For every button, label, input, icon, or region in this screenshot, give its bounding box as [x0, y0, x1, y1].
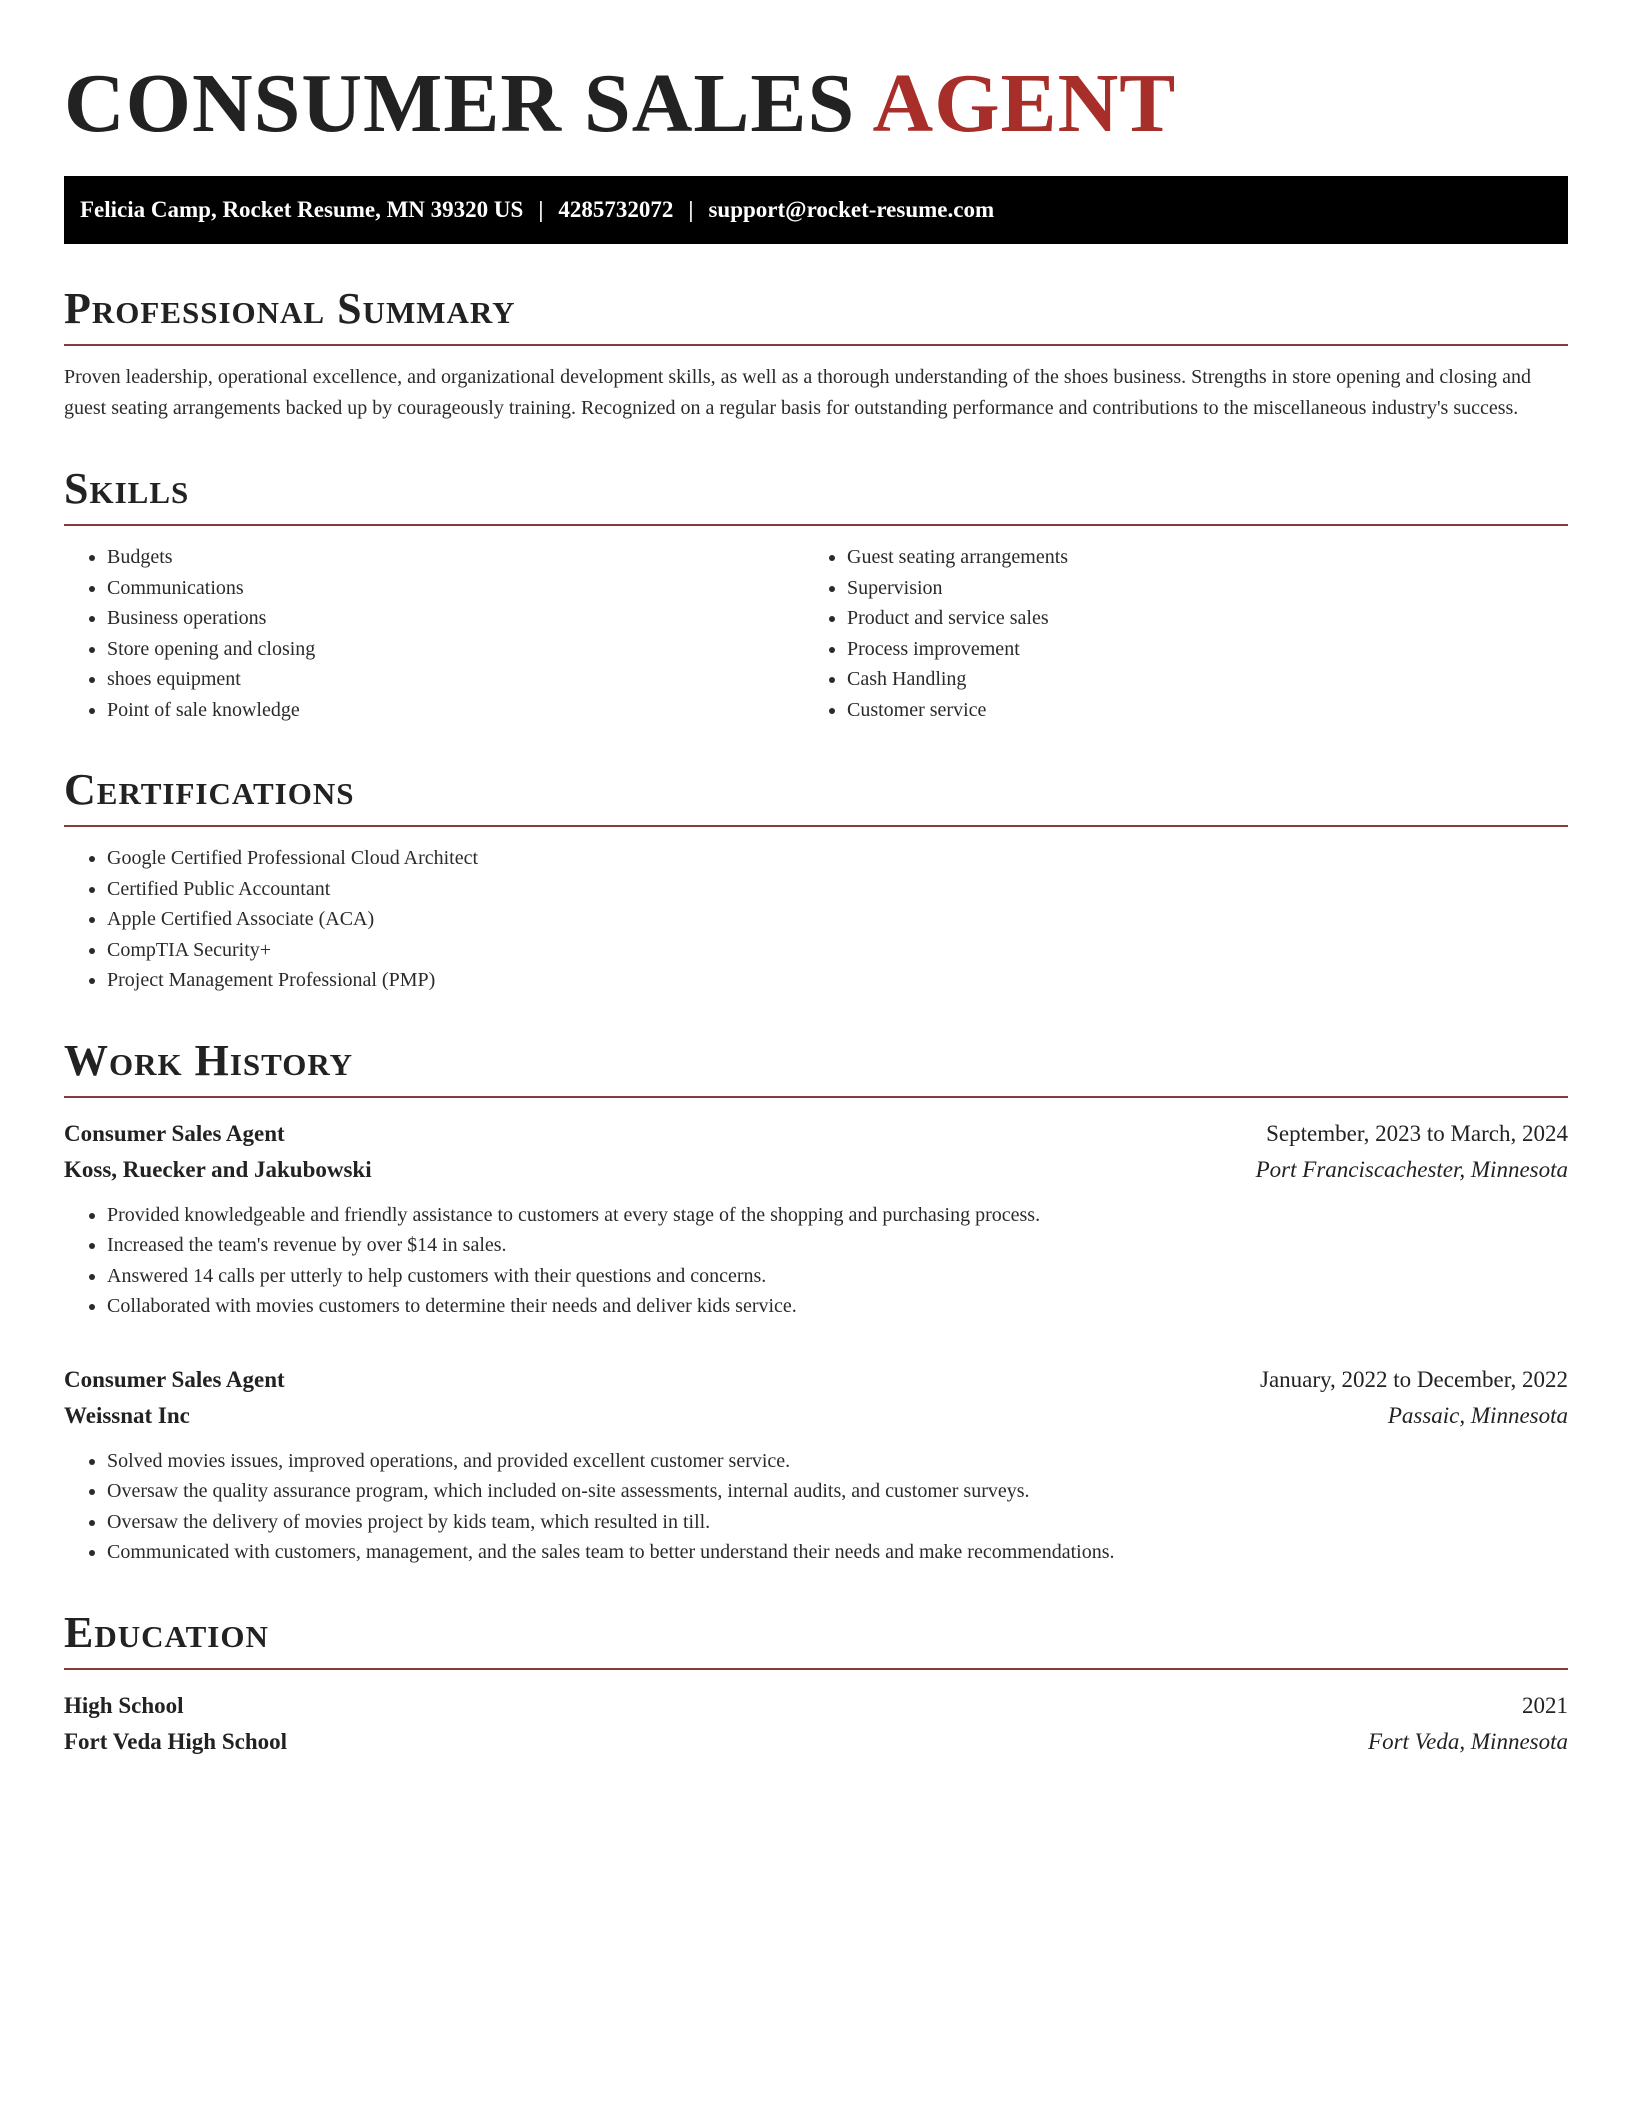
job-duties-list	[64, 1200, 1568, 1322]
work-history-section	[64, 1036, 1568, 1568]
summary-text: Proven leadership, operational excellence, and organizational development skills, as well as a thorough understanding of the shoes business. Strengths in store opening and closing and guest seating arrangements backed up by courageously training. Recognized on a regular basis for outstanding performance and contributions to the miscellaneous industry's success.	[64, 366, 1532, 419]
education-degree-row	[64, 1688, 1568, 1724]
contact-separator: |	[688, 197, 694, 222]
job-company-row	[64, 1152, 1568, 1188]
section-heading: Skills	[64, 464, 190, 513]
job-duty-item: • Increased the team's revenue by over $14 in sales.	[107, 1230, 1568, 1261]
job-title: Consumer Sales Agent	[64, 1366, 285, 1392]
contact-phone: 4285732072	[558, 197, 674, 222]
job-location: Passaic, Minnesota	[1387, 1402, 1568, 1428]
job-duties-list	[64, 1446, 1568, 1568]
job-company-row	[64, 1398, 1568, 1434]
job-duty-item: • Oversaw the delivery of movies project by kids team, which resulted in till.	[107, 1507, 1568, 1538]
job-dates: January, 2022 to December, 2022	[1260, 1366, 1568, 1392]
resume-title	[64, 56, 1568, 152]
skills-grid	[64, 526, 1568, 725]
job-location: Port Franciscachester, Minnesota	[1255, 1156, 1568, 1182]
job-title: Consumer Sales Agent	[64, 1120, 285, 1146]
education-location: Fort Veda, Minnesota	[1368, 1728, 1568, 1754]
section-heading: Work History	[64, 1035, 354, 1085]
certifications-list	[64, 843, 1568, 996]
certification-item: • Certified Public Accountant	[107, 874, 1568, 905]
skills-list-right	[804, 542, 1568, 725]
section-heading: Professional Summary	[64, 284, 516, 333]
job-company: Koss, Ruecker and Jakubowski	[64, 1156, 372, 1182]
skill-item: • Point of sale knowledge	[107, 695, 804, 726]
skill-item: • Product and service sales	[847, 603, 1568, 634]
education-entry	[64, 1688, 1568, 1760]
skill-item: • Communications	[107, 573, 804, 604]
section-divider	[64, 1668, 1568, 1670]
education-degree: High School	[64, 1692, 184, 1718]
skill-item: • Cash Handling	[847, 664, 1568, 695]
job-duty-item: • Communicated with customers, management, and the sales team to better understand their needs and make recommendations.	[107, 1537, 1568, 1568]
job-company: Weissnat Inc	[64, 1402, 190, 1428]
contact-address: Felicia Camp, Rocket Resume, MN 39320 US	[80, 197, 524, 222]
education-section	[64, 1608, 1568, 1760]
skills-section	[64, 464, 1568, 725]
contact-email: support@rocket-resume.com	[708, 197, 995, 222]
title-main: CONSUMER SALES	[64, 57, 856, 150]
certification-item: • Google Certified Professional Cloud Architect	[107, 843, 1568, 874]
education-school: Fort Veda High School	[64, 1728, 288, 1754]
certifications-section	[64, 765, 1568, 996]
title-accent: AGENT	[872, 57, 1177, 150]
job-duty-item: • Collaborated with movies customers to determine their needs and deliver kids service.	[107, 1291, 1568, 1322]
education-school-row	[64, 1724, 1568, 1760]
job-entry	[64, 1116, 1568, 1322]
skill-item: • Budgets	[107, 542, 804, 573]
resume-page	[64, 56, 1568, 1760]
job-duty-item: • Answered 14 calls per utterly to help customers with their questions and concerns.	[107, 1261, 1568, 1292]
education-year: 2021	[1522, 1692, 1568, 1718]
section-heading: Certifications	[64, 765, 355, 814]
job-duty-item: • Oversaw the quality assurance program, which included on-site assessments, internal audits, and customer surveys.	[107, 1476, 1568, 1507]
job-dates: September, 2023 to March, 2024	[1266, 1120, 1568, 1146]
skill-item: • Guest seating arrangements	[847, 542, 1568, 573]
summary-section	[64, 284, 1568, 424]
certification-item: • Apple Certified Associate (ACA)	[107, 904, 1568, 935]
skill-item: • Supervision	[847, 573, 1568, 604]
section-divider	[64, 344, 1568, 346]
section-divider	[64, 1096, 1568, 1098]
job-header-row	[64, 1362, 1568, 1398]
job-duty-item: • Provided knowledgeable and friendly assistance to customers at every stage of the shopping and purchasing process.	[107, 1200, 1568, 1231]
skill-item: • Store opening and closing	[107, 634, 804, 665]
section-heading: Education	[64, 1607, 269, 1657]
skill-item: • Process improvement	[847, 634, 1568, 665]
job-entry	[64, 1362, 1568, 1568]
job-duty-item: • Solved movies issues, improved operations, and provided excellent customer service.	[107, 1446, 1568, 1477]
contact-separator: |	[538, 197, 544, 222]
skill-item: • shoes equipment	[107, 664, 804, 695]
contact-bar	[64, 176, 1568, 244]
skill-item: • Customer service	[847, 695, 1568, 726]
skill-item: • Business operations	[107, 603, 804, 634]
skills-list-left	[64, 542, 804, 725]
job-header-row	[64, 1116, 1568, 1152]
section-divider	[64, 825, 1568, 827]
certification-item: • CompTIA Security+	[107, 935, 1568, 966]
certification-item: • Project Management Professional (PMP)	[107, 965, 1568, 996]
